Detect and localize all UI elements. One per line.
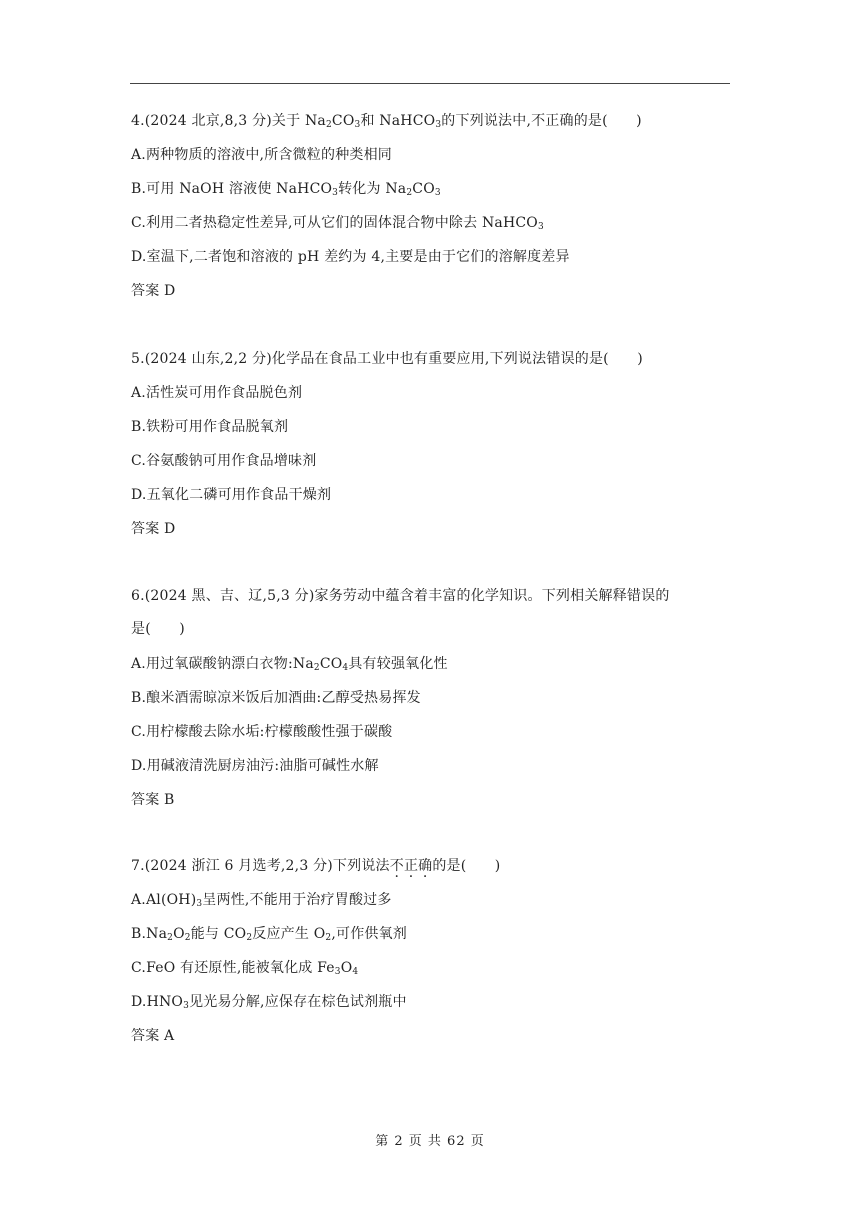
q5-option-d: D.五氧化二磷可用作食品干燥剂 [131, 487, 332, 503]
q4-option-d: D.室温下,二者饱和溶液的 pH 差约为 4,主要是由于它们的溶解度差异 [131, 249, 570, 265]
q4-stem: 4.(2024 北京,8,3 分)关于 $Na_2CO_3$和 NaHCO$_3$的下列说法中,不正确的是( ) [131, 113, 642, 130]
q7-answer: 答案 A [131, 1028, 175, 1044]
page-footer: 第 2 页 共 62 页 [375, 1134, 485, 1149]
emphasis-char: 正 [403, 858, 419, 874]
emphasis-char: 不 [389, 858, 404, 874]
q4-answer: 答案 D [131, 283, 176, 299]
q7-option-a: $A.Al(OH)_3$呈两性,不能用于治疗胃酸过多 [131, 892, 392, 909]
emphasis-char: 确 [418, 858, 433, 874]
q5-stem: 5.(2024 山东,2,2 分)化学品在食品工业中也有重要应用,下列说法错误的是( ) [131, 351, 643, 367]
q5-answer: 答案 D [131, 521, 176, 537]
q5-option-b: B.铁粉可用作食品脱氧剂 [131, 419, 289, 435]
q4-option-a: A.两种物质的溶液中,所含微粒的种类相同 [131, 147, 393, 163]
q4-option-b: B.可用 NaOH 溶液使 NaHCO$_3$转化为 $Na_2CO_3$ [131, 181, 441, 198]
q5-option-c: C.谷氨酸钠可用作食品增味剂 [131, 453, 317, 469]
q4-option-c: C.利用二者热稳定性差异,可从它们的固体混合物中除去 NaHCO$_3$ [131, 215, 544, 232]
q6-option-a: A.用过氧碳酸钠漂白衣物$:Na_2CO_4$具有较强氧化性 [131, 656, 448, 673]
q6-answer: 答案 B [131, 792, 175, 808]
q6-option-c: C.用柠檬酸去除水垢:柠檬酸酸性强于碳酸 [131, 724, 393, 740]
q7-option-d: $D.HNO_3$见光易分解,应保存在棕色试剂瓶中 [131, 994, 407, 1011]
q7-stem: 7.(2024 浙江 6 月选考,2,3 分)下列说法不正确的是( ) [131, 858, 501, 874]
q6-option-d: D.用碱液清洗厨房油污:油脂可碱性水解 [131, 758, 379, 774]
q7-option-c: C.FeO 有还原性,能被氧化成 $Fe_3O_4$ [131, 960, 359, 977]
q6-stem-line2: 是( ) [131, 621, 185, 637]
q5-option-a: A.活性炭可用作食品脱色剂 [131, 385, 303, 401]
q6-option-b: B.酿米酒需晾凉米饭后加酒曲:乙醇受热易挥发 [131, 690, 421, 706]
q7-option-b: $B.Na_2O_2$能与 $CO_2$反应产生 $O_2$,可作供氧剂 [131, 926, 408, 943]
header-rule [130, 83, 730, 84]
q6-stem-line1: 6.(2024 黑、吉、辽,5,3 分)家务劳动中蕴含着丰富的化学知识。下列相关解释错误的 [131, 588, 670, 604]
